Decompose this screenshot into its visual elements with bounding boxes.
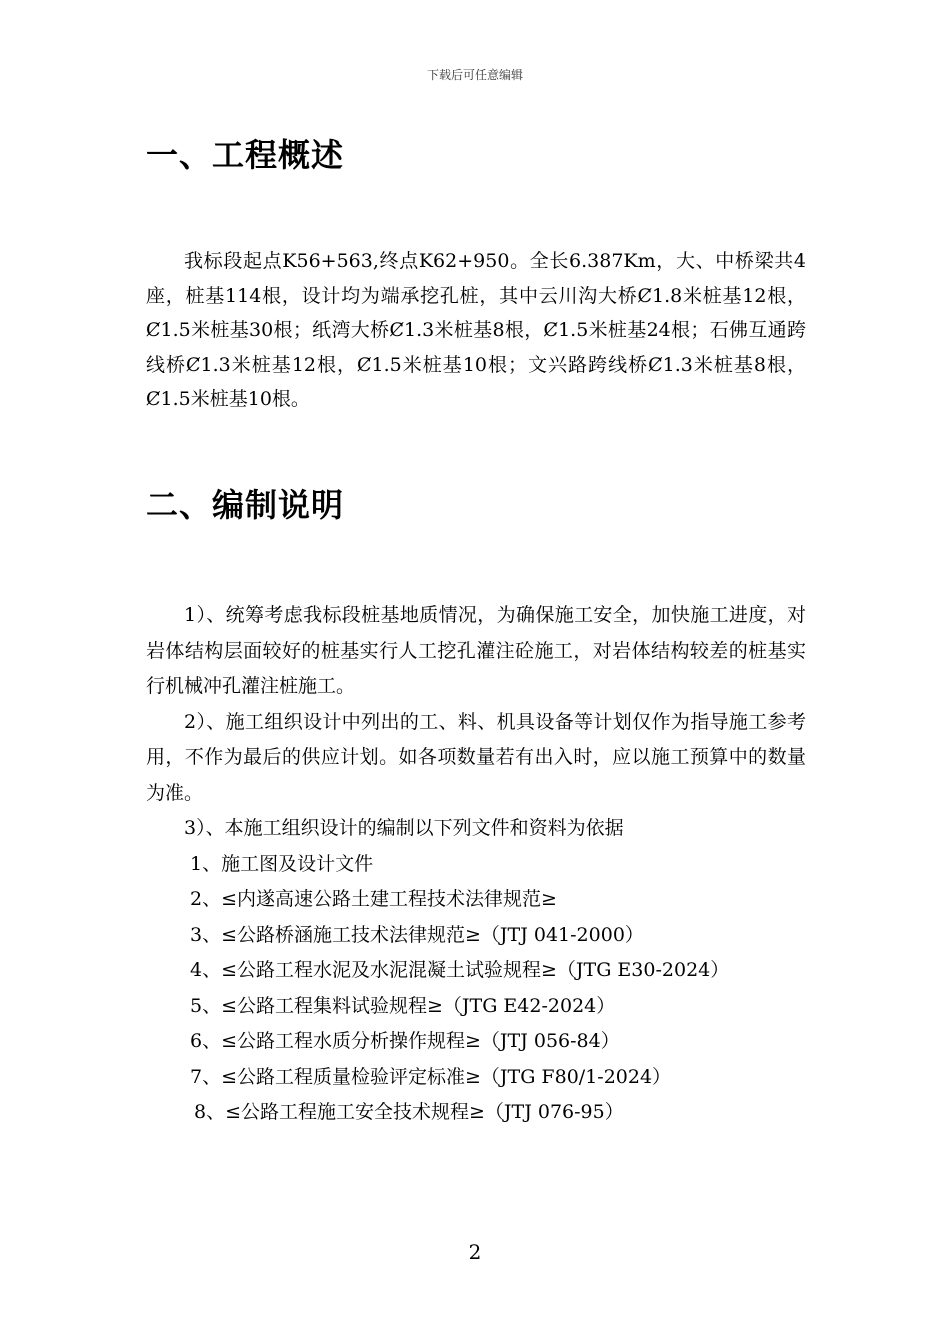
overview-paragraph: 我标段起点K56+563,终点K62+950。全长6.387Km，大、中桥梁共4座，桩基114根，设计均为端承挖孔桩，其中云川沟大桥Ȼ1.8米桩基12根，Ȼ1.5米桩基30根；纸湾大桥Ȼ1.3米桩基8根，Ȼ1.5米桩基24根；石佛互通跨线桥Ȼ1.3米桩基12根，Ȼ1.5米桩基10根；文兴路跨线桥Ȼ1.3米桩基8根，Ȼ1.5米桩基10根。 — [146, 250, 806, 410]
compilation-item-1: 1）、统筹考虑我标段桩基地质情况，为确保施工安全，加快施工进度，对岩体结构层面较好的桩基实行人工挖孔灌注砼施工，对岩体结构较差的桩基实行机械冲孔灌注桩施工。 — [146, 604, 806, 697]
reference-item: 7、≤公路工程质量检验评定标准≥（JTG F80/1-2024） — [190, 1065, 672, 1088]
section-heading-overview: 一、工程概述 — [146, 136, 345, 174]
reference-item: 6、≤公路工程水质分析操作规程≥（JTJ 056-84） — [190, 1030, 620, 1052]
reference-item: 4、≤公路工程水泥及水泥混凝土试验规程≥（JTG E30-2024） — [190, 959, 730, 981]
reference-item: 5、≤公路工程集料试验规程≥（JTG E42-2024） — [190, 994, 616, 1017]
compilation-content — [146, 598, 806, 1131]
reference-item: 3、≤公路桥涵施工技术法律规范≥（JTJ 041-2000） — [190, 923, 644, 946]
compilation-item-3: 3）、本施工组织设计的编制以下列文件和资料为依据 — [184, 817, 624, 839]
section-heading-compilation: 二、编制说明 — [146, 486, 345, 524]
compilation-item-2: 2）、施工组织设计中列出的工、料、机具设备等计划仅作为指导施工参考用，不作为最后的供应计划。如各项数量若有出入时，应以施工预算中的数量为准。 — [146, 710, 806, 804]
reference-item: 1、施工图及设计文件 — [190, 852, 374, 875]
page-number: 2 — [468, 1240, 482, 1264]
header-note: 下载后可任意编辑 — [426, 68, 523, 82]
reference-item: 8、≤公路工程施工安全技术规程≥（JTJ 076-95） — [194, 1101, 624, 1123]
reference-item: 2、≤内遂高速公路土建工程技术法律规范≥ — [190, 888, 557, 910]
